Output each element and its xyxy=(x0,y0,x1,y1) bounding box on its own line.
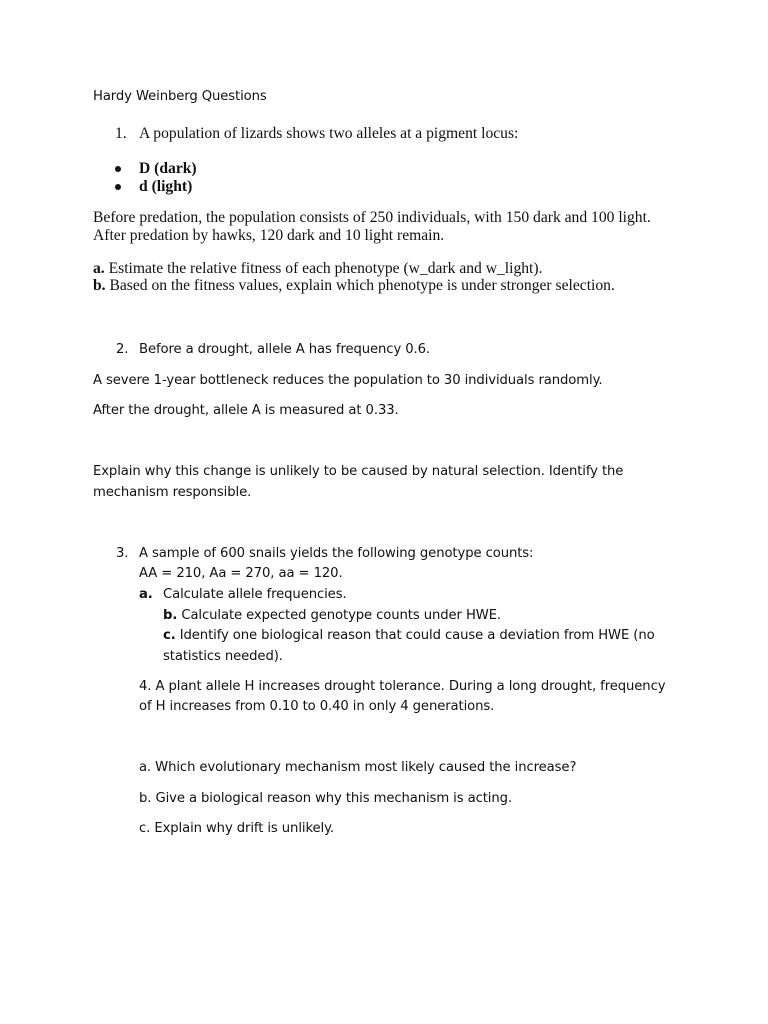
q3-part-c xyxy=(163,625,655,646)
part-text: Calculate expected genotype counts under HWE. xyxy=(177,608,502,623)
q3-part-c-continued: statistics needed). xyxy=(163,649,283,664)
part-text: Identify one biological reason that could cause a deviation from HWE (no xyxy=(175,628,655,643)
q3-part-a-label: a. xyxy=(139,587,153,602)
q1-part-a xyxy=(93,260,543,278)
q1-stem: A population of lizards shows two alleles at a pigment locus: xyxy=(139,125,519,142)
bullet-icon xyxy=(115,184,121,190)
q3-stem: AA = 210, Aa = 270, aa = 120. xyxy=(139,566,343,581)
allele-label: d (light) xyxy=(139,177,193,195)
q2-line: A severe 1-year bottleneck reduces the population to 30 individuals randomly. xyxy=(93,373,603,388)
q2-prompt-line: Explain why this change is unlikely to be caused by natural selection. Identify the xyxy=(93,464,624,479)
q2-line: After the drought, allele A is measured at 0.33. xyxy=(93,403,399,418)
q3-part-b xyxy=(163,605,501,626)
list-item xyxy=(115,160,415,178)
q3-stem: A sample of 600 snails yields the following genotype counts: xyxy=(139,546,534,561)
q2-prompt-line: mechanism responsible. xyxy=(93,485,252,500)
q1-number: 1. xyxy=(115,125,127,142)
q4-part-b: b. Give a biological reason why this mechanism is acting. xyxy=(139,791,512,806)
part-label: c. xyxy=(163,628,176,643)
allele-label: D (dark) xyxy=(139,160,197,177)
page-title: Hardy Weinberg Questions xyxy=(93,89,267,104)
part-label: b. xyxy=(93,277,106,294)
q2-stem: Before a drought, allele A has frequency 0.6. xyxy=(139,342,431,357)
q3-number: 3. xyxy=(116,546,129,561)
q4-part-a: a. Which evolutionary mechanism most likely caused the increase? xyxy=(139,760,577,775)
q1-allele-list xyxy=(115,160,415,195)
q1-paragraph-line: Before predation, the population consists of 250 individuals, with 150 dark and 100 light. xyxy=(93,209,651,226)
q1-paragraph-line: After predation by hawks, 120 dark and 10 light remain. xyxy=(93,227,445,244)
part-text: Based on the fitness values, explain which phenotype is under stronger selection. xyxy=(105,277,615,294)
part-text: Estimate the relative fitness of each phenotype (w_dark and w_light). xyxy=(104,260,543,277)
q4-part-c: c. Explain why drift is unlikely. xyxy=(139,821,334,836)
part-label: a. xyxy=(93,260,105,277)
q4-stem: 4. A plant allele H increases drought tolerance. During a long drought, frequency xyxy=(139,679,666,694)
bullet-icon xyxy=(115,166,121,172)
q4-stem: of H increases from 0.10 to 0.40 in only 4 generations. xyxy=(139,699,495,714)
part-label: b. xyxy=(163,608,178,623)
q2-number: 2. xyxy=(116,342,129,357)
q1-part-b xyxy=(93,277,615,295)
q3-part-a-text: Calculate allele frequencies. xyxy=(163,587,347,602)
list-item xyxy=(115,178,415,196)
